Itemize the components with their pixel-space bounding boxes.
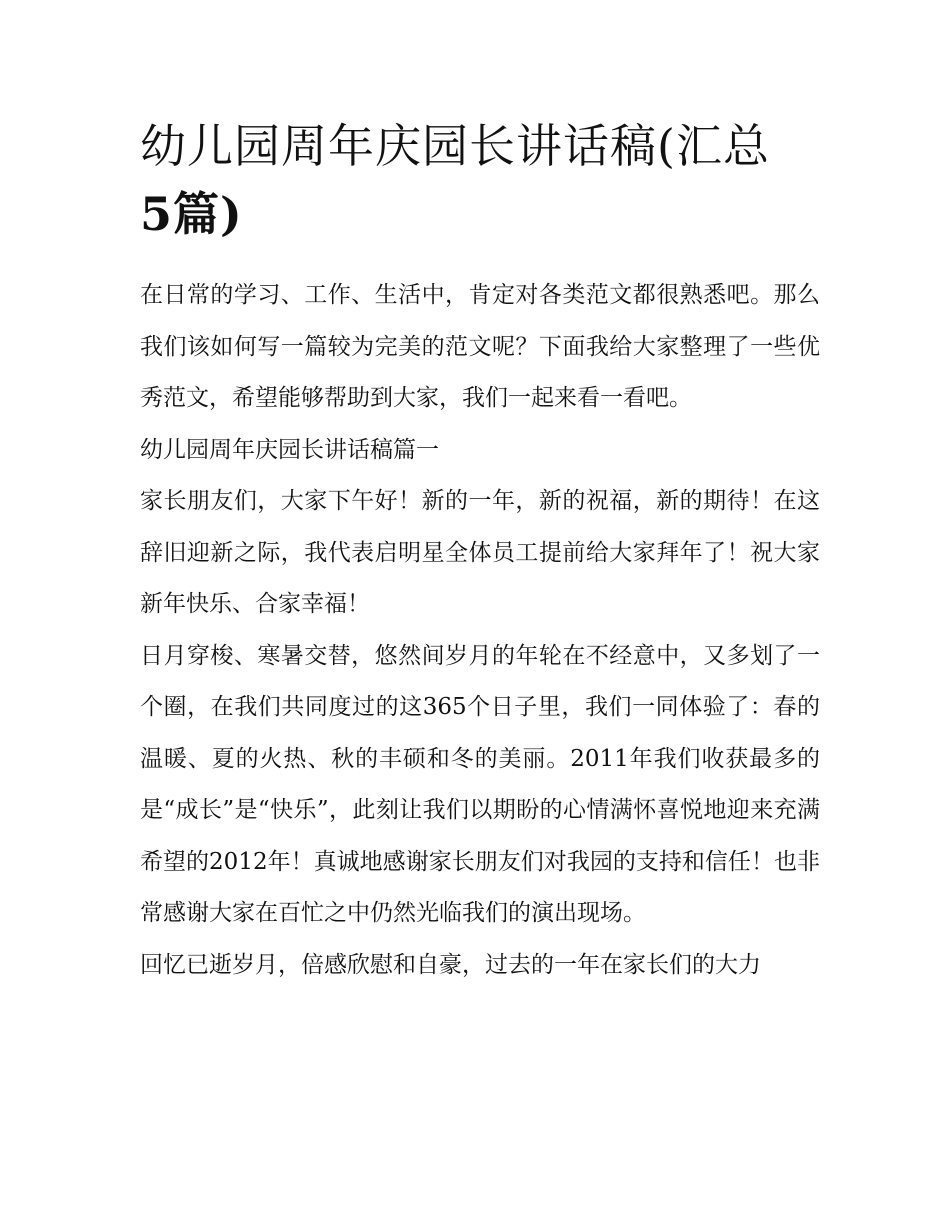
document-title [140, 112, 820, 248]
title-suffix: 5篇) [140, 187, 243, 241]
document-body [140, 270, 820, 991]
intro-paragraph: 在日常的学习、工作、生活中，肯定对各类范文都很熟悉吧。那么我们该如何写一篇较为完美的范文呢？下面我给大家整理了一些优秀范文，希望能够帮助到大家，我们一起来看一看吧。 [140, 282, 820, 411]
document-content [140, 112, 820, 991]
title-main: 幼儿园周年庆园长讲话稿(汇总 [140, 119, 770, 173]
section-heading: 幼儿园周年庆园长讲话稿篇一 [140, 436, 439, 463]
greeting-paragraph: 家长朋友们，大家下午好！新的一年，新的祝福，新的期待！在这辞旧迎新之际，我代表启明星全体员工提前给大家拜年了！祝大家新年快乐、合家幸福！ [140, 488, 820, 617]
closing-paragraph: 回忆已逝岁月，倍感欣慰和自豪，过去的一年在家长们的大力 [140, 951, 761, 978]
review-paragraph: 日月穿梭、寒暑交替，悠然间岁月的年轮在不经意中，又多划了一个圈，在我们共同度过的这365个日子里，我们一同体验了：春的温暖、夏的火热、秋的丰硕和冬的美丽。2011年我们收获最多的是“成长”是“快乐”，此刻让我们以期盼的心情满怀喜悦地迎来充满希望的2012年！真诚地感谢家长朋友们对我园的支持和信任！也非常感谢大家在百忙之中仍然光临我们的演出现场。 [140, 642, 820, 926]
